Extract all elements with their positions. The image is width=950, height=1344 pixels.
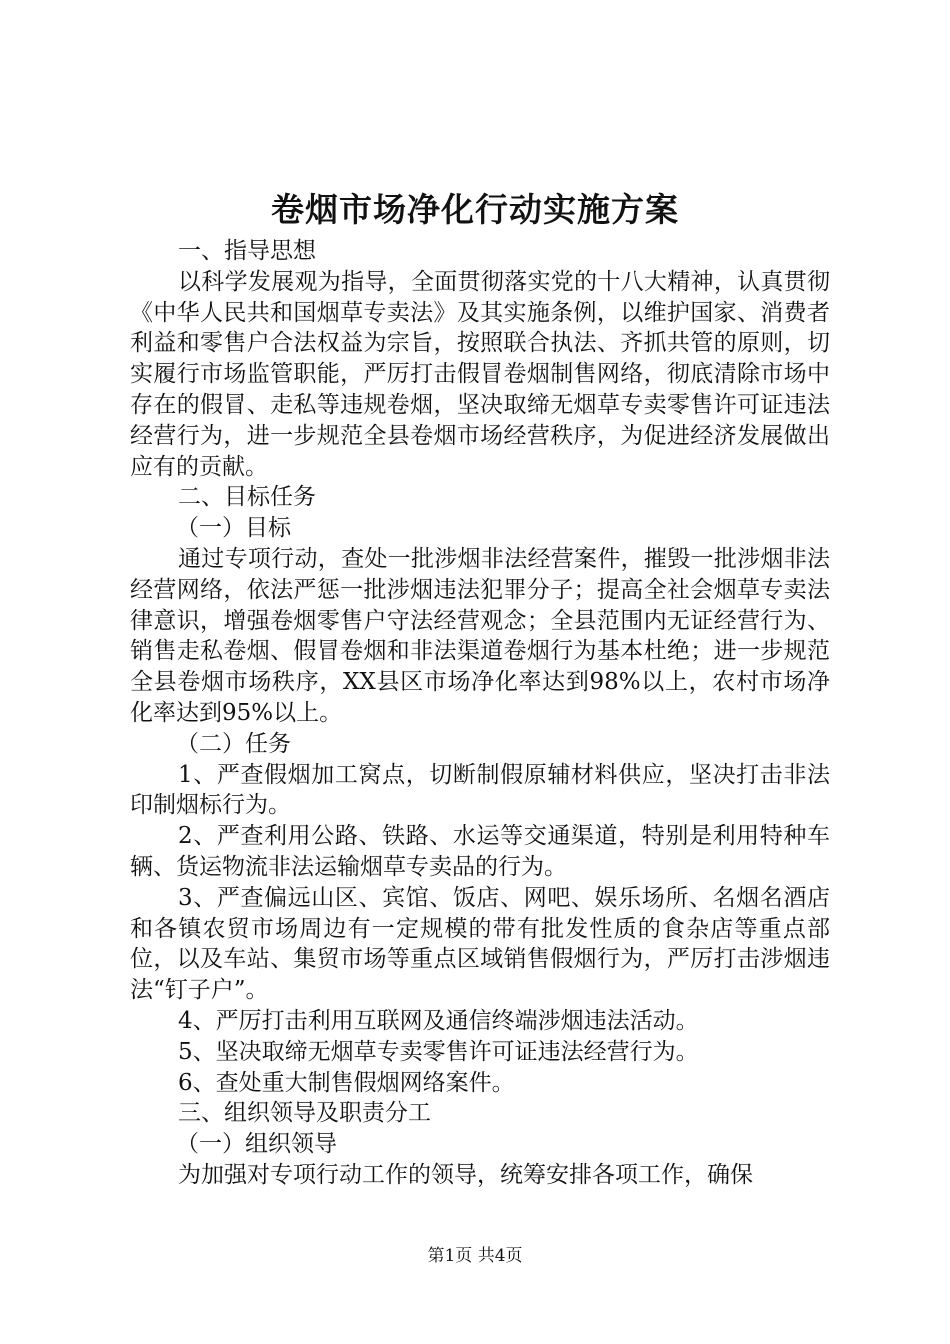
- list-item: 1、严查假烟加工窝点，切断制假原辅材料供应，坚决打击非法印制烟标行为。: [130, 761, 830, 819]
- subsection-heading: （一）组织领导: [176, 1131, 337, 1158]
- list-item: 3、严查偏远山区、宾馆、饭店、网吧、娱乐场所、名烟名酒店和各镇农贸市场周边有一定规模的带有批发性质的食杂店等重点部位，以及车站、集贸市场等重点区域销售假烟行为，严厉打击涉烟违法“钉子户”。: [130, 884, 830, 1004]
- paragraph: 为加强对专项行动工作的领导，统筹安排各项工作，确保: [178, 1161, 753, 1188]
- list-item: 5、坚决取缔无烟草专卖零售许可证违法经营行为。: [178, 1038, 699, 1065]
- document-title: 卷烟市场净化行动实施方案: [271, 190, 679, 229]
- subsection-heading: （二）任务: [176, 730, 291, 757]
- page-footer: 第1页 共4页: [427, 1246, 523, 1266]
- paragraph: 以科学发展观为指导，全面贯彻落实党的十八大精神，认真贯彻《中华人民共和国烟草专卖法》及其实施条例，以维护国家、消费者利益和零售户合法权益为宗旨，按照联合执法、齐抓共管的原则，切实履行市场监管职能，严厉打击假冒卷烟制售网络，彻底清除市场中存在的假冒、走私等违规卷烟，坚决取缔无烟草专卖零售许可证违法经营行为，进一步规范全县卷烟市场经营秩序，为促进经济发展做出应有的贡献。: [130, 268, 830, 480]
- section-heading: 一、指导思想: [178, 238, 316, 264]
- document-body: [130, 236, 830, 1191]
- paragraph: 通过专项行动，查处一批涉烟非法经营案件，摧毁一批涉烟非法经营网络，依法严惩一批涉烟违法犯罪分子；提高全社会烟草专卖法律意识，增强卷烟零售户守法经营观念；全县范围内无证经营行为、销售走私卷烟、假冒卷烟和非法渠道卷烟行为基本杜绝；进一步规范全县卷烟市场秩序，XX县区市场净化率达到98%以上，农村市场净化率达到95%以上。: [130, 545, 830, 726]
- section-heading: 二、目标任务: [178, 484, 316, 511]
- list-item: 4、严厉打击利用互联网及通信终端涉烟违法活动。: [178, 1007, 699, 1034]
- section-heading: 三、组织领导及职责分工: [178, 1100, 431, 1127]
- subsection-heading: （一）目标: [176, 515, 291, 542]
- list-item: 2、严查利用公路、铁路、水运等交通渠道，特别是利用特种车辆、货运物流非法运输烟草专卖品的行为。: [130, 823, 830, 880]
- list-item: 6、查处重大制售假烟网络案件。: [178, 1069, 515, 1096]
